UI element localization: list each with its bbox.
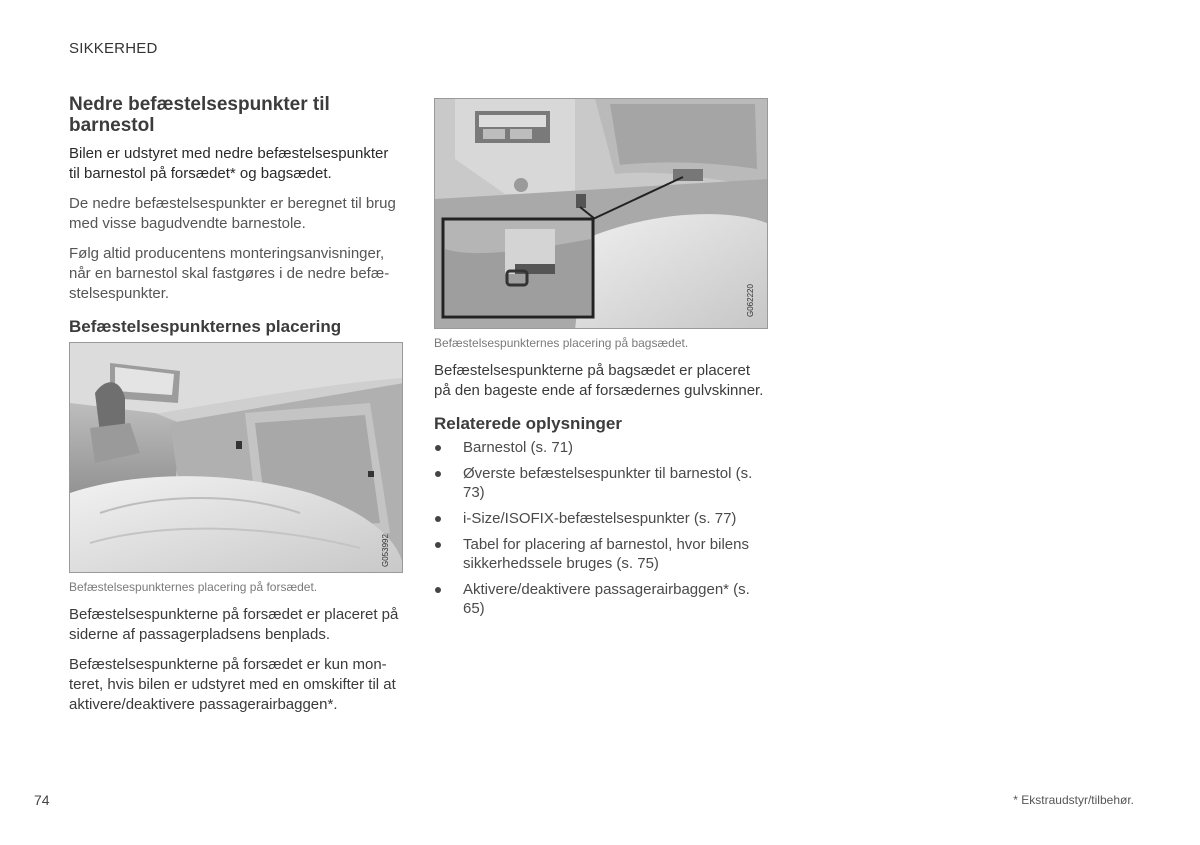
figure-code: G053992 — [381, 534, 390, 567]
paragraph-1: De nedre befæstelsespunkter er beregnet til brug med visse bagudvendte barnestole. — [69, 195, 396, 232]
bullet-icon — [435, 445, 441, 451]
footnote: * Ekstraudstyr/tilbehør. — [1013, 793, 1134, 807]
related-heading: Relaterede oplysninger — [434, 414, 623, 433]
bullet-icon — [435, 471, 441, 477]
page-number: 74 — [34, 792, 50, 808]
figure-code: G062220 — [746, 284, 755, 317]
paragraph-4: Befæstelsespunkterne på forsædet er kun monteret, hvis bilen er udstyret med en omskifter til at aktivere/deaktivere passagerairbaggen*. — [69, 656, 396, 713]
page-title: Nedre befæstelsespunkter til barnestol — [69, 94, 330, 136]
list-item[interactable]: Aktivere/deaktivere passagerairbaggen* (s. 65) — [434, 580, 768, 618]
section-header: SIKKERHED — [69, 40, 158, 57]
paragraph-1: Befæstelsespunkterne på bagsædet er placeret på den bageste ende af forsædernes gulvskinner. — [434, 362, 764, 399]
front-seat-illustration — [69, 342, 403, 573]
bullet-icon — [435, 516, 441, 522]
intro-text: Bilen er udstyret med nedre befæstelsespunkter til barnestol på forsædet* og bagsædet. — [69, 145, 389, 182]
rear-seat-illustration — [434, 98, 768, 329]
bullet-icon — [435, 587, 441, 593]
bullet-icon — [435, 542, 441, 548]
left-column — [69, 94, 403, 715]
figure-caption: Befæstelsespunkternes placering på bagsædet. — [434, 336, 689, 350]
paragraph-3: Befæstelsespunkterne på forsædet er placeret på siderne af passagerpladsens benplads. — [69, 606, 399, 643]
list-item[interactable]: Øverste befæstelsespunkter til barnestol (s. 73) — [434, 464, 768, 502]
list-item[interactable]: Barnestol (s. 71) — [434, 438, 768, 457]
list-item[interactable]: i-Size/ISOFIX-befæstelsespunkter (s. 77) — [434, 509, 768, 528]
related-list — [434, 438, 768, 618]
paragraph-2: Følg altid producentens monteringsanvisninger, når en barnestol skal fastgøres i de nedre befæstelsespunkter. — [69, 245, 390, 302]
right-column — [434, 98, 768, 625]
section-subheading: Befæstelsespunkternes placering — [69, 317, 342, 336]
figure-caption: Befæstelsespunkternes placering på forsædet. — [69, 580, 318, 594]
list-item[interactable]: Tabel for placering af barnestol, hvor bilens sikkerhedssele bruges (s. 75) — [434, 535, 768, 573]
